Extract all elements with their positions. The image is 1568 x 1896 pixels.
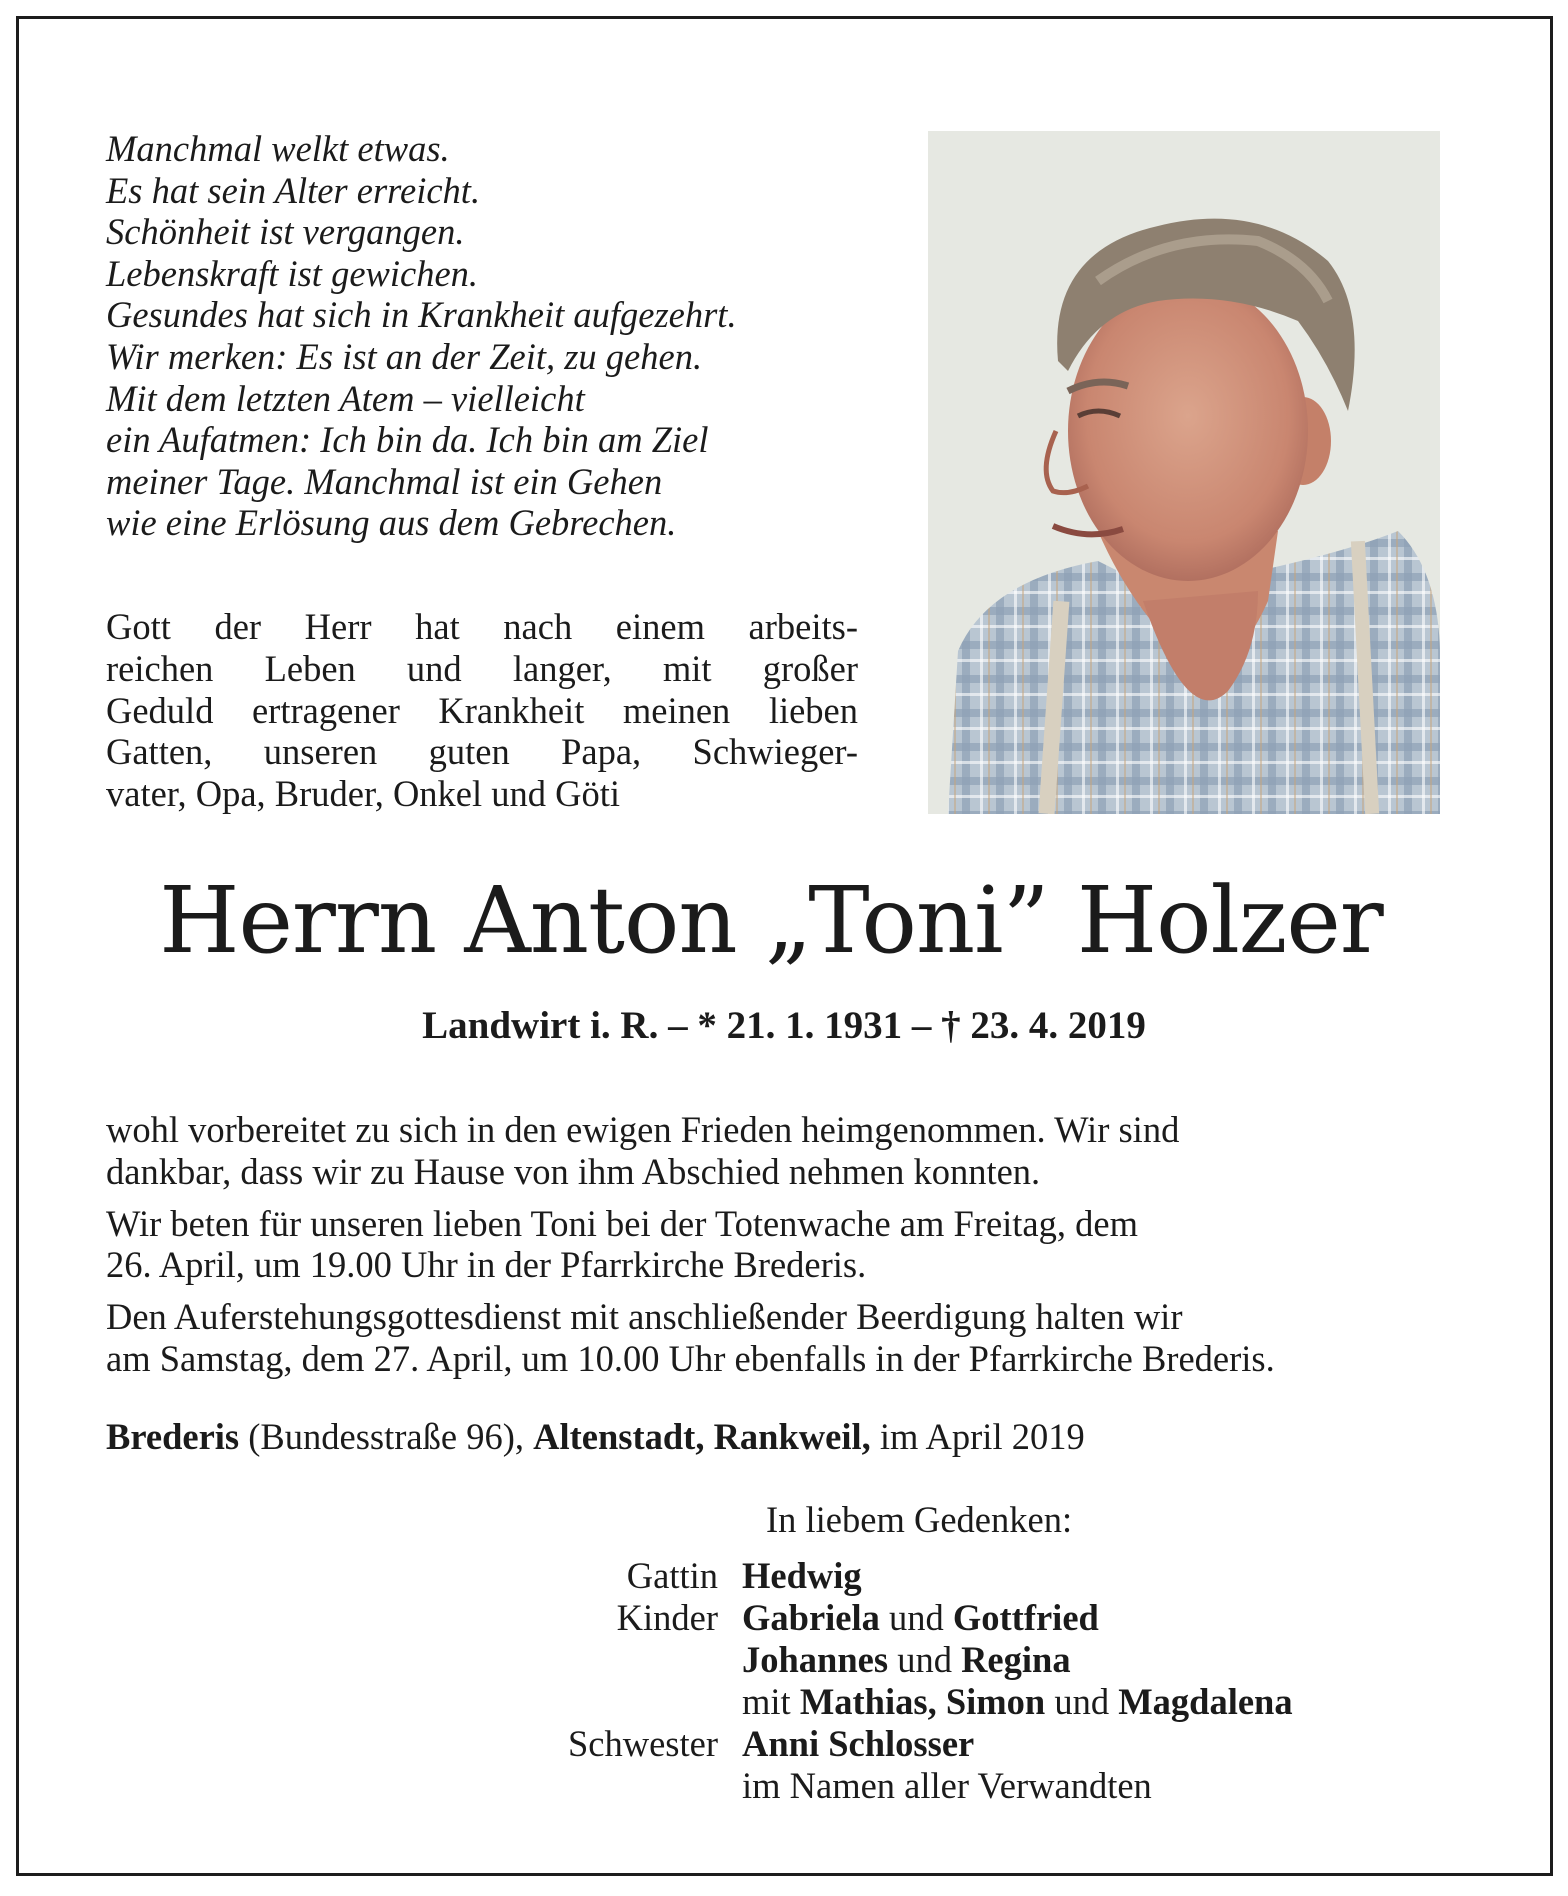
- family-list: [400, 1555, 1500, 1807]
- family-name: Regina: [961, 1639, 1071, 1680]
- deceased-name: Herrn Anton „Toni” Holzer: [159, 867, 1383, 974]
- conjunction: und: [879, 1597, 953, 1638]
- body-line: Wir beten für unseren lieben Toni bei der Totenwache am Freitag, dem: [106, 1202, 1138, 1244]
- occupation-and-dates: Landwirt i. R. – * 21. 1. 1931 – † 23. 4. 2019: [422, 1004, 1146, 1047]
- portrait-illustration: [928, 131, 1440, 814]
- intro-line: vater, Opa, Bruder, Onkel und Göti: [106, 773, 621, 815]
- body-line: dankbar, dass wir zu Hause von ihm Abschied nehmen konnten.: [106, 1150, 1041, 1192]
- poem-line: wie eine Erlösung aus dem Gebrechen.: [106, 502, 677, 544]
- announcement-text: [106, 1099, 1440, 1390]
- place-and-date: [106, 1416, 1085, 1458]
- body-line: 26. April, um 19.00 Uhr in der Pfarrkirche Brederis.: [106, 1244, 867, 1286]
- body-line: am Samstag, dem 27. April, um 10.00 Uhr ebenfalls in der Pfarrkirche Brederis.: [106, 1337, 1275, 1379]
- place-towns: Altenstadt, Rankweil,: [533, 1416, 871, 1457]
- family-name: Magdalena: [1118, 1681, 1293, 1722]
- poem-line: Es hat sein Alter erreicht.: [106, 169, 481, 211]
- intro-line: Gott der Herr hat nach einem arbeits-: [106, 606, 858, 647]
- family-name: Gabriela: [742, 1597, 880, 1638]
- poem-line: Manchmal welkt etwas.: [106, 128, 450, 169]
- family-row-grandchildren: [400, 1681, 1500, 1723]
- poem-line: meiner Tage. Manchmal ist ein Gehen: [106, 460, 663, 502]
- relatives-note: im Namen aller Verwandten: [742, 1765, 1152, 1806]
- family-row-schwester: [400, 1723, 1500, 1765]
- intro-paragraph: [106, 606, 858, 815]
- poem: [106, 128, 826, 544]
- role-label: Kinder: [616, 1597, 718, 1638]
- family-name: Gottfried: [952, 1597, 1099, 1638]
- portrait-photo: [928, 131, 1440, 814]
- poem-line: ein Aufatmen: Ich bin da. Ich bin am Ziel: [106, 419, 709, 461]
- family-row-relatives: [400, 1765, 1500, 1807]
- role-label: Gattin: [626, 1555, 718, 1596]
- role-label: Schwester: [567, 1723, 718, 1764]
- family-name: Hedwig: [742, 1555, 862, 1596]
- memorial-heading: In liebem Gedenken:: [766, 1499, 1073, 1540]
- family-name: Mathias, Simon: [799, 1681, 1046, 1722]
- poem-line: Lebenskraft ist gewichen.: [106, 252, 479, 294]
- intro-line: reichen Leben und langer, mit großer: [106, 647, 858, 689]
- conjunction: und: [1045, 1681, 1119, 1722]
- place-town: Brederis: [106, 1416, 240, 1457]
- body-line: wohl vorbereitet zu sich in den ewigen Frieden heimgenommen. Wir sind: [106, 1109, 1180, 1150]
- intro-line: Geduld ertragener Krankheit meinen lieben: [106, 689, 858, 731]
- family-name: Anni Schlosser: [742, 1723, 975, 1764]
- family-name: Johannes: [742, 1639, 889, 1680]
- family-row-gattin: [400, 1555, 1500, 1597]
- poem-line: Schönheit ist vergangen.: [106, 211, 465, 253]
- poem-line: Mit dem letzten Atem – vielleicht: [106, 377, 585, 419]
- poem-line: Wir merken: Es ist an der Zeit, zu gehen.: [106, 335, 703, 377]
- conjunction: und: [888, 1639, 962, 1680]
- preposition: mit: [742, 1681, 800, 1722]
- body-line: Den Auferstehungsgottesdienst mit anschließender Beerdigung halten wir: [106, 1296, 1183, 1338]
- intro-line: Gatten, unseren guten Papa, Schwieger-: [106, 731, 858, 773]
- place-address: (Bundesstraße 96),: [239, 1416, 534, 1457]
- place-date: im April 2019: [870, 1416, 1085, 1457]
- family-row-kinder-2: [400, 1639, 1500, 1681]
- family-row-kinder: [400, 1597, 1500, 1639]
- poem-line: Gesundes hat sich in Krankheit aufgezehrt.: [106, 294, 737, 336]
